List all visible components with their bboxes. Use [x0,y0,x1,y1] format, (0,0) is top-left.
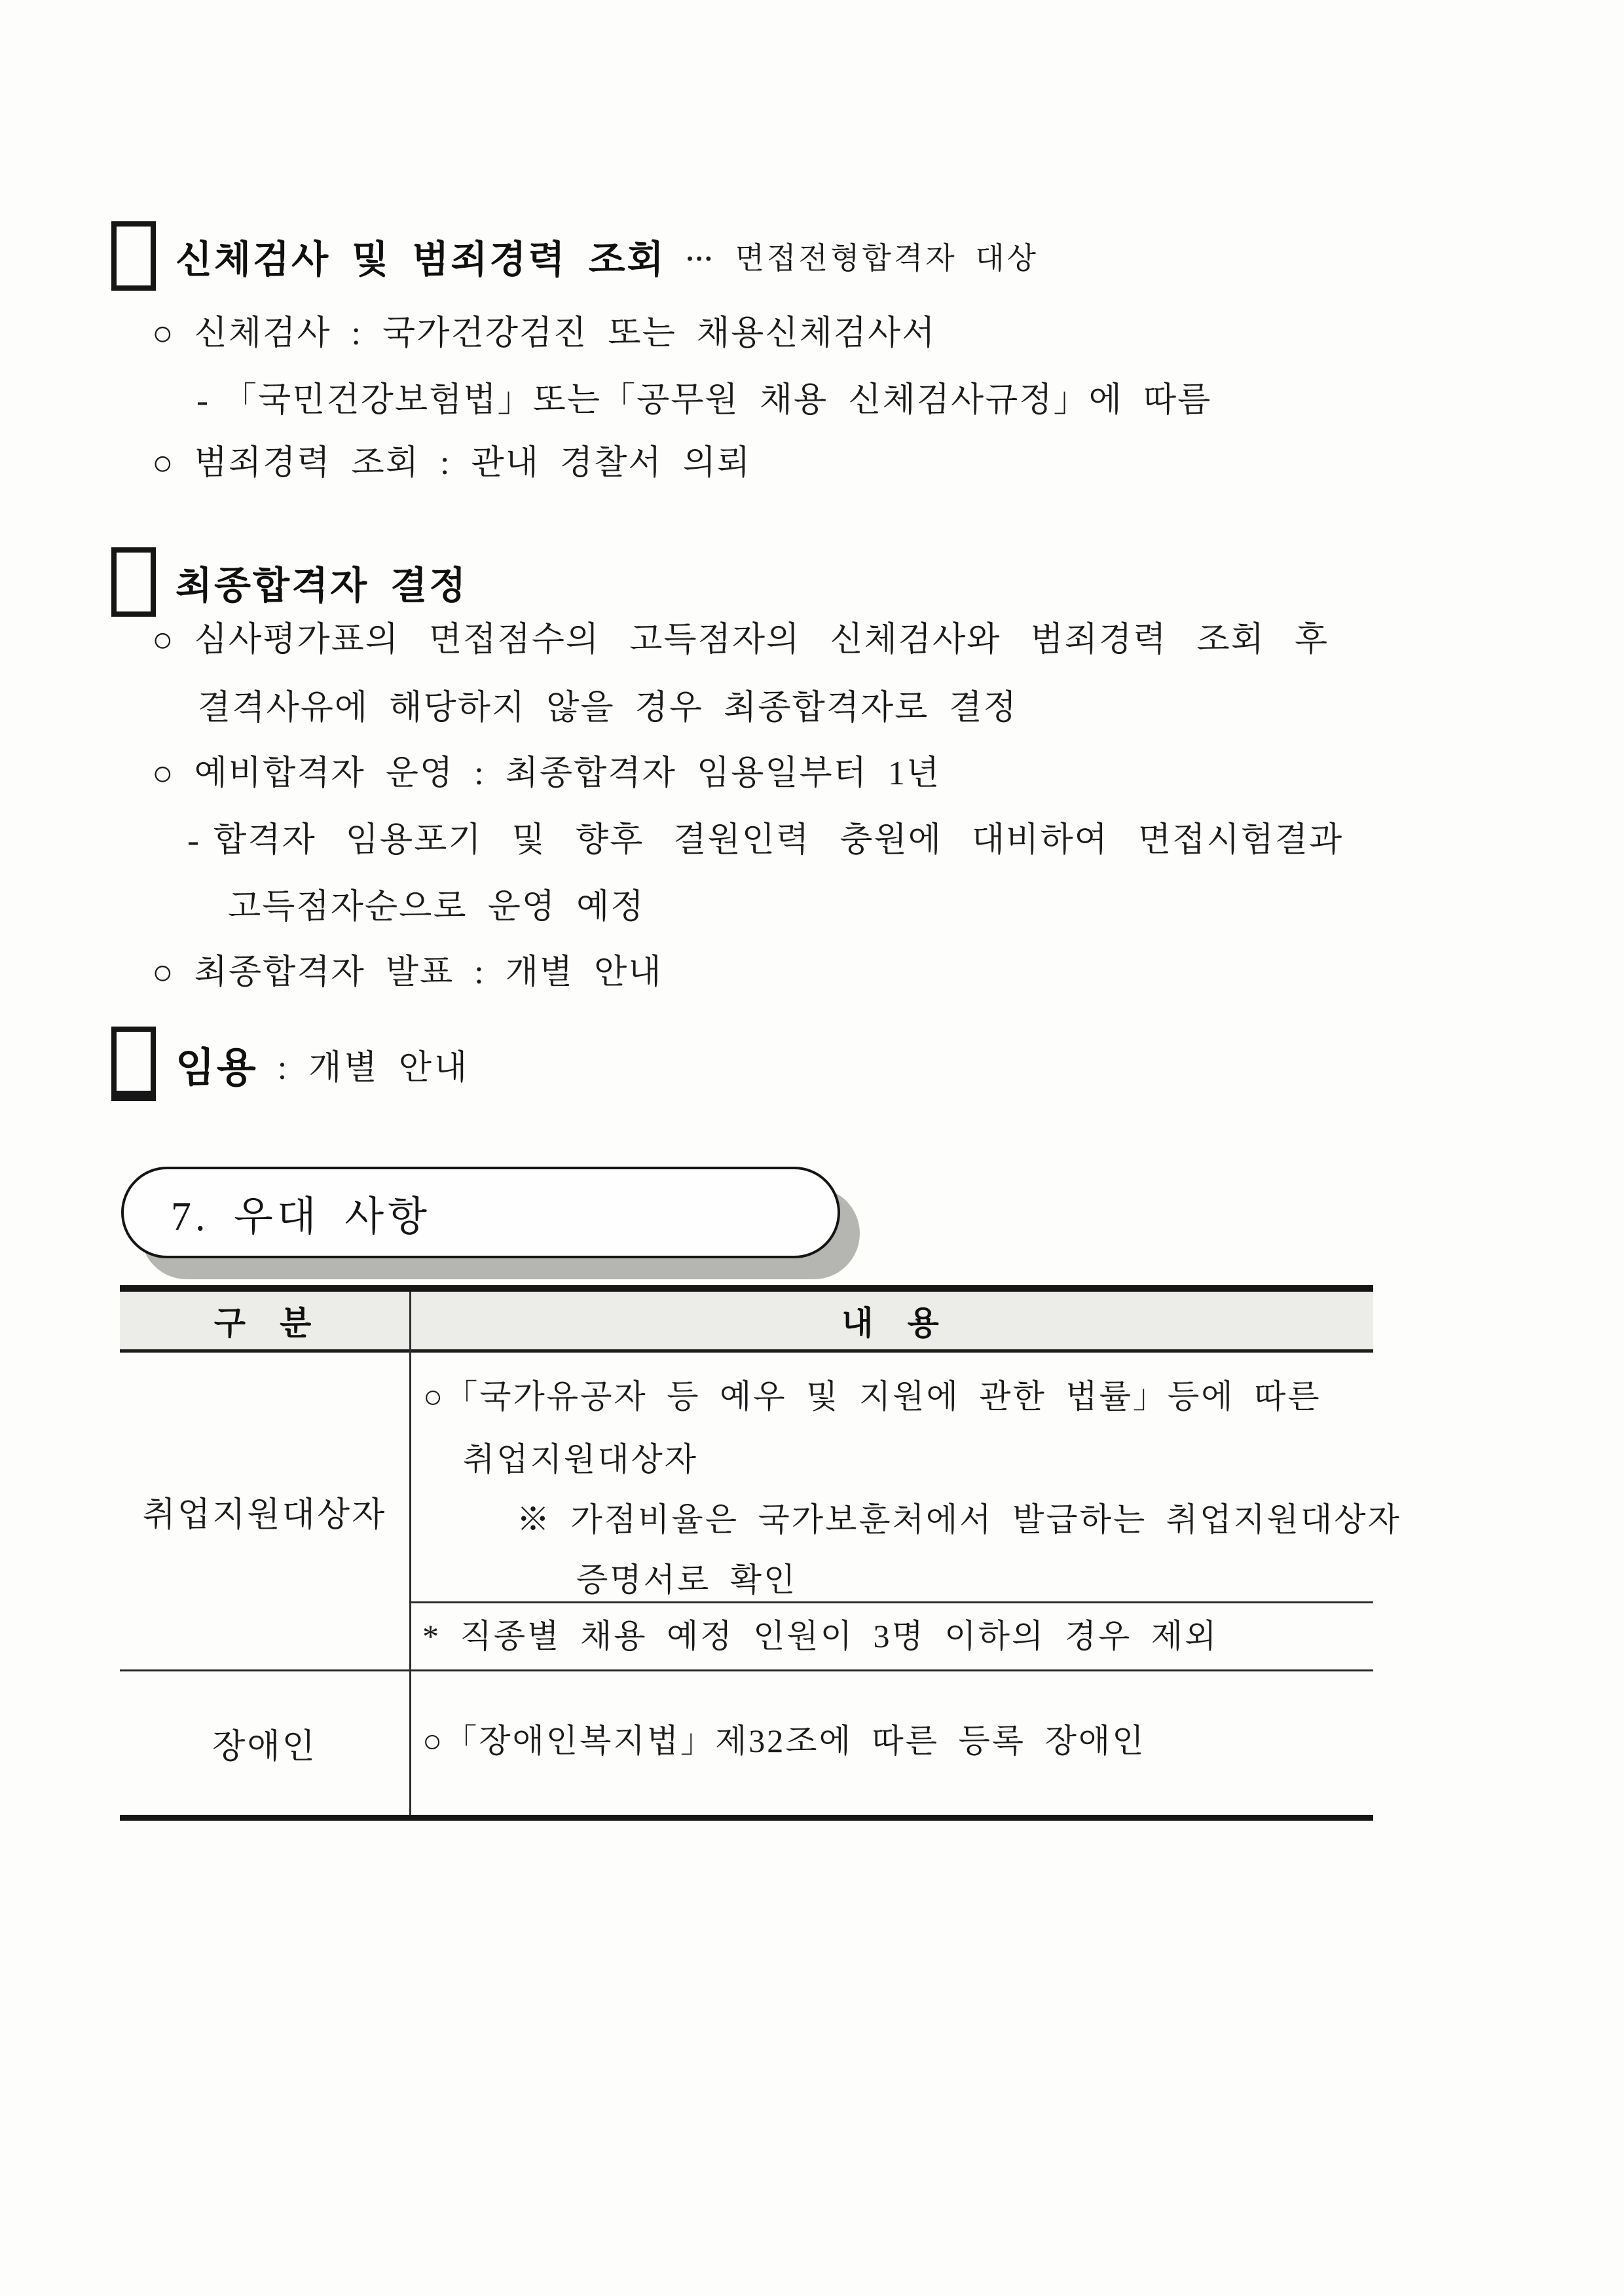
content-line: 취업지원대상자 [463,1441,699,1478]
list-item [187,821,1343,860]
list-item-text: 심사평가표의 면접점수의 고득점자의 신체검사와 범죄경력 조회 후 [194,621,1329,659]
list-item-text: 합격자 임용포기 및 향후 결원인력 충원에 대비하여 면접시험결과 [213,822,1344,859]
checkbox-icon [111,221,156,291]
list-item-text: 최종합격자 발표 : 개별 안내 [194,954,663,991]
checkbox-icon [111,1027,156,1101]
list-item-text: 범죄경력 조회 : 관내 경찰서 의뢰 [194,445,752,482]
section-heading-screening [111,221,1039,291]
list-item-continuation [198,689,1018,728]
section-heading-appointment [111,1027,470,1101]
list-item [152,621,1329,660]
list-item [152,444,751,483]
content-line: ○「국가유공자 등 예우 및 지원에 관한 법률」등에 따른 [423,1378,1321,1415]
table-bottom-border [120,1815,1373,1821]
content-line: ※ 가점비율은 국가보훈처에서 발급하는 취업지원대상자 [517,1501,1401,1538]
checkbox-icon [111,547,156,617]
circle-bullet-icon: ○ [152,754,175,793]
list-item [152,953,663,993]
preference-table [120,1285,1401,1821]
dash-bullet-icon: - [187,820,200,860]
heading-note: 면접전형합격자 대상 [735,242,1039,275]
exception-note-line: * 직종별 채용 예정 인원이 3명 이하의 경우 제외 [422,1618,1219,1654]
dash-bullet-icon: - [196,380,210,420]
section7-banner [121,1167,840,1258]
list-item-text: 「국민건강보험법」또는「공무원 채용 신체검사규정」에 따름 [222,382,1212,419]
circle-bullet-icon: ○ [152,314,175,353]
list-item-text: 결격사유에 해당하지 않을 경우 최종합격자로 결정 [198,689,1018,727]
circle-bullet-icon: ○ [152,443,175,483]
list-item-text: 예비합격자 운영 : 최종합격자 임용일부터 1년 [194,755,941,792]
list-item-continuation [228,888,645,927]
circle-bullet-icon: ○ [152,953,175,992]
circle-bullet-icon: ○ [152,620,175,659]
heading-note: : 개별 안내 [277,1049,470,1087]
list-item-text: 신체검사 : 국가건강검진 또는 채용신체검사서 [194,315,936,352]
column-divider-line [409,1292,411,1815]
table-header-category: 구 분 [213,1305,316,1341]
heading-text: 최종합격자 결정 [175,564,468,607]
note-divider-line [411,1601,1373,1603]
content-line: ○「장애인복지법」제32조에 따른 등록 장애인 [422,1722,1146,1759]
list-item [152,314,936,354]
category-cell-employment-support: 취업지원대상자 [142,1496,387,1534]
category-cell-disabled: 장애인 [212,1728,317,1766]
list-item [196,381,1211,420]
content-line: 증명서로 확인 [576,1561,798,1598]
ellipsis-dots: … [685,237,716,267]
heading-text: 임용 [175,1045,258,1091]
list-item [152,754,940,793]
table-top-border [120,1285,1373,1292]
section7-title: 7. 우대 사항 [171,1194,432,1239]
heading-text: 신체검사 및 범죄경력 조회 [175,238,666,281]
table-header-content: 내 용 [841,1305,943,1341]
list-item-text: 고득점자순으로 운영 예정 [228,888,645,926]
section-heading-final-decision [111,547,468,617]
